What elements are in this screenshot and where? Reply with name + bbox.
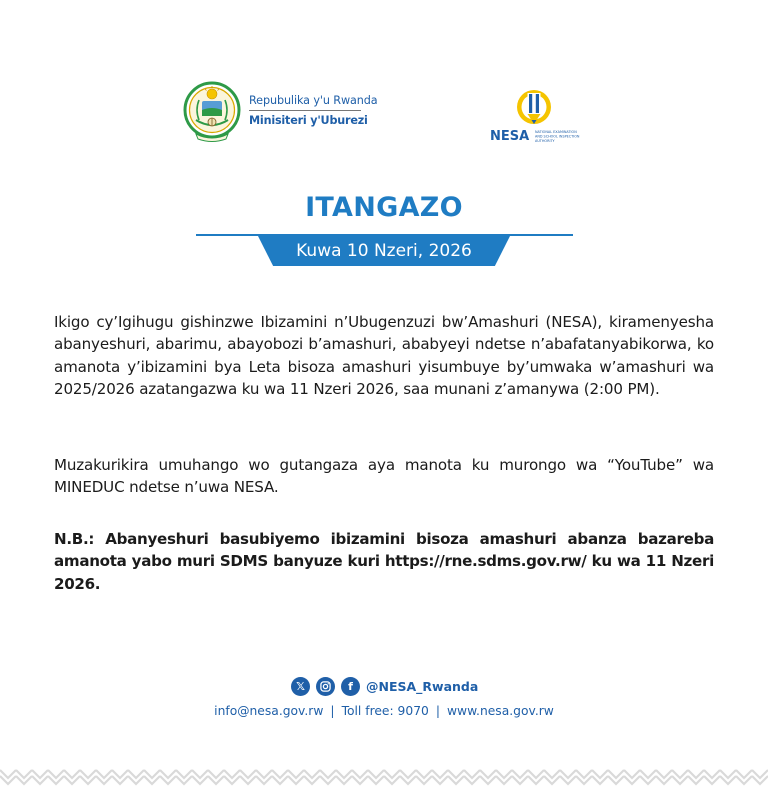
social-links <box>291 676 478 696</box>
announcement-title: ITANGAZO <box>305 192 463 223</box>
nesa-name: NESA <box>490 129 530 144</box>
announcement-paragraph-main: Ikigo cy’Igihugu gishinzwe Ibizamini n’Ubugenzuzi bw’Amashuri (NESA), kiramenyesha abanyeshuri, abarimu, abayobozi b’amashuri, ababyeyi ndetse n’abafatanyabikorwa, ko amanota y’ibizamini bya Leta bisoza amashuri yisumbuye by’umwaka w’amashuri wa 2025/2026 azatangazwa ku wa 11 Nzeri 2026, saa munani z’amanywa (2:00 PM). <box>54 313 714 398</box>
rwanda-coat-of-arms-icon <box>182 80 242 144</box>
nesa-tagline-line3: AUTHORITY <box>535 139 555 143</box>
website-link[interactable]: www.nesa.gov.rw <box>447 704 554 718</box>
ministry-divider <box>249 110 361 111</box>
header <box>0 76 768 156</box>
zigzag-border-decoration <box>0 766 768 786</box>
x-icon[interactable]: 𝕏 <box>291 677 310 696</box>
nesa-tagline-line2: AND SCHOOL INSPECTION <box>535 134 580 139</box>
social-handle[interactable]: @NESA_Rwanda <box>366 678 479 694</box>
announcement-paragraph-youtube: Muzakurikira umuhango wo gutangaza aya manota ku murongo wa “YouTube” wa MINEDUC ndetse n’uwa NESA. <box>54 456 714 497</box>
ministry-name: Minisiteri y'Uburezi <box>249 114 368 127</box>
contact-line <box>0 704 768 718</box>
republic-name: Repubulika y'u Rwanda <box>249 94 378 107</box>
announcement-date: Kuwa 10 Nzeri, 2026 <box>296 241 472 261</box>
nesa-logo <box>490 82 586 144</box>
tollfree-number: Toll free: 9070 <box>341 704 429 718</box>
facebook-icon[interactable]: f <box>341 677 360 696</box>
contact-separator: | <box>435 704 440 718</box>
nesa-pencil-icon <box>517 90 551 124</box>
contact-separator: | <box>330 704 335 718</box>
instagram-icon[interactable] <box>316 677 335 696</box>
announcement-note: N.B.: Abanyeshuri basubiyemo ibizamini bisoza amashuri abanza bazareba amanota yabo muri SDMS banyuze kuri https://rne.sdms.gov.rw/ ku wa 11 Nzeri 2026. <box>54 530 714 593</box>
nesa-tagline-line1: NATIONAL EXAMINATION <box>535 130 577 134</box>
email-link[interactable]: info@nesa.gov.rw <box>214 704 324 718</box>
ministry-logo-text <box>249 94 378 127</box>
